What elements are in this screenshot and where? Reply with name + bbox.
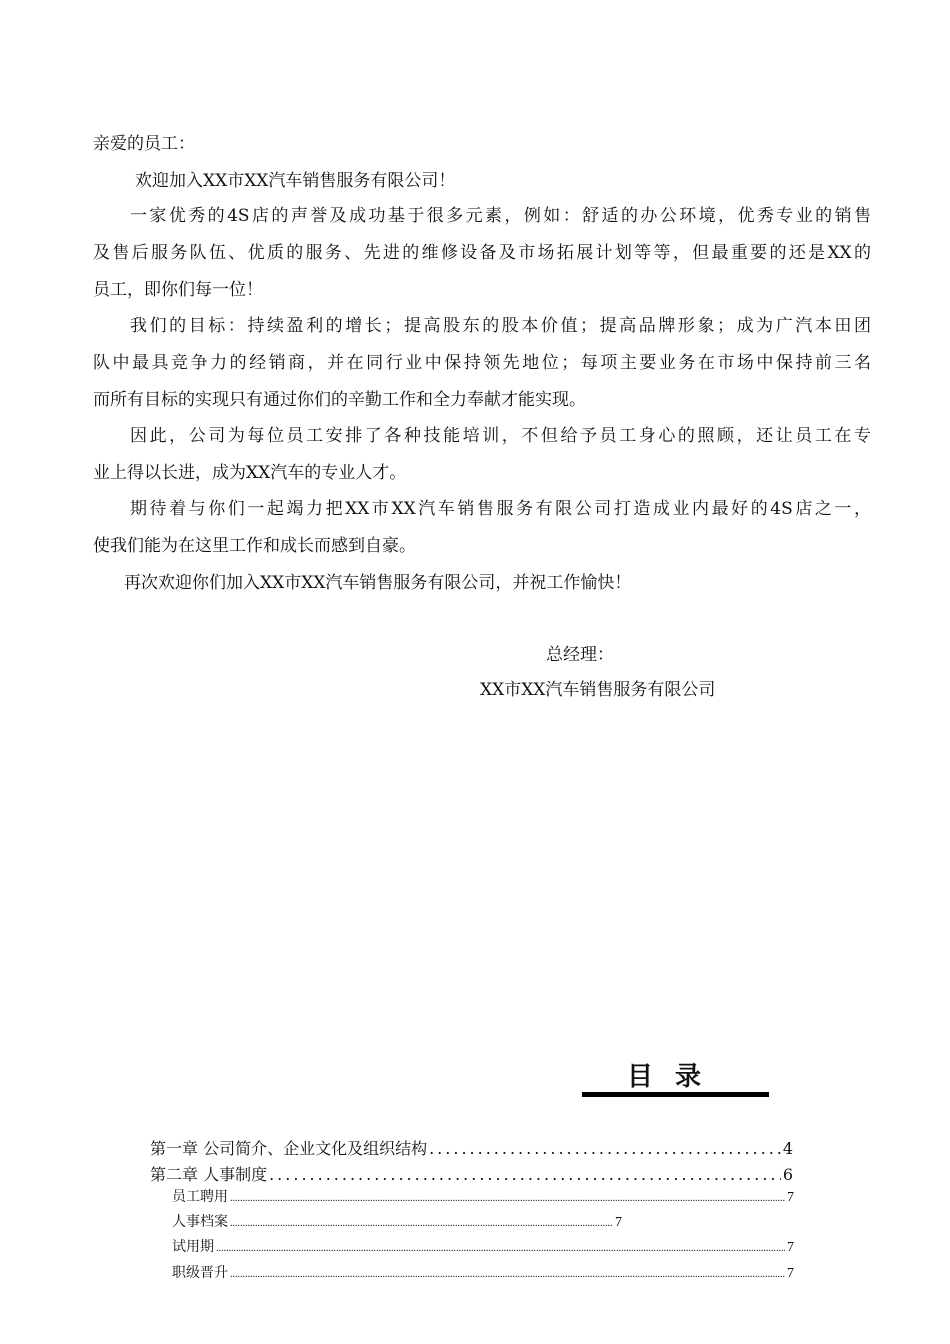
toc-leader-dots	[230, 1214, 613, 1234]
paragraph-4-line-1: 期待着与你们一起竭力把XX市XX汽车销售服务有限公司打造成业内最好的4S店之一，	[130, 499, 871, 519]
toc-leader-dots	[230, 1189, 785, 1209]
toc-entry-label: 人事档案	[172, 1215, 228, 1230]
toc-entry-page: 4	[782, 1139, 793, 1158]
signature-title: 总经理：	[546, 645, 614, 665]
signature-company: XX市XX汽车销售服务有限公司	[480, 680, 716, 700]
toc-entry-label: 第一章 公司简介、企业文化及组织结构	[150, 1139, 428, 1158]
toc-entry-page: 6	[782, 1165, 793, 1184]
paragraph-1-line-1: 一家优秀的4S店的声誉及成功基于很多元素，例如：舒适的办公环境，优秀专业的销售	[130, 206, 871, 226]
toc-section-4[interactable]	[172, 1264, 794, 1285]
paragraph-3-line-1: 因此，公司为每位员工安排了各种技能培训，不但给予员工身心的照顾，还让员工在专	[130, 426, 871, 446]
salutation: 亲爱的员工：	[93, 134, 195, 154]
toc-title-underline	[582, 1092, 769, 1097]
toc-title: 目录	[626, 1062, 723, 1092]
toc-chapter-1[interactable]	[150, 1138, 793, 1160]
paragraph-1-line-2: 及售后服务队伍、优质的服务、先进的维修设备及市场拓展计划等等，但最重要的还是XX的	[93, 243, 871, 263]
toc-leader-dots	[230, 1265, 785, 1285]
toc-section-1[interactable]	[172, 1188, 794, 1209]
toc-leader-dots	[269, 1164, 781, 1186]
toc-chapter-2[interactable]	[150, 1164, 793, 1186]
welcome-line: 欢迎加入XX市XX汽车销售服务有限公司！	[135, 171, 456, 191]
paragraph-2-line-2: 队中最具竞争力的经销商，并在同行业中保持领先地位；每项主要业务在市场中保持前三名	[93, 353, 871, 373]
toc-entry-label: 职级晋升	[172, 1266, 228, 1281]
toc-entry-label: 第二章 人事制度	[150, 1165, 268, 1184]
toc-entry-page: 7	[787, 1240, 794, 1255]
toc-entry-label: 试用期	[172, 1240, 214, 1255]
paragraph-2-line-3: 而所有目标的实现只有通过你们的辛勤工作和全力奉献才能实现。	[93, 390, 586, 410]
toc-entry-page: 7	[787, 1266, 794, 1281]
toc-section-2[interactable]	[172, 1213, 622, 1234]
toc-entry-page: 7	[615, 1215, 622, 1230]
toc-entry-label: 员工聘用	[172, 1190, 228, 1205]
toc-entry-page: 7	[787, 1190, 794, 1205]
paragraph-1-line-3: 员工，即你们每一位！	[93, 280, 263, 300]
paragraph-3-line-2: 业上得以长进，成为XX汽车的专业人才。	[93, 463, 407, 483]
closing-line: 再次欢迎你们加入XX市XX汽车销售服务有限公司，并祝工作愉快！	[124, 573, 632, 593]
paragraph-2-line-1: 我们的目标：持续盈利的增长；提高股东的股本价值；提高品牌形象；成为广汽本田团	[130, 316, 871, 336]
toc-leader-dots	[216, 1239, 785, 1259]
toc-leader-dots	[429, 1138, 781, 1160]
toc-section-3[interactable]	[172, 1238, 794, 1259]
paragraph-4-line-2: 使我们能为在这里工作和成长而感到自豪。	[93, 536, 416, 556]
